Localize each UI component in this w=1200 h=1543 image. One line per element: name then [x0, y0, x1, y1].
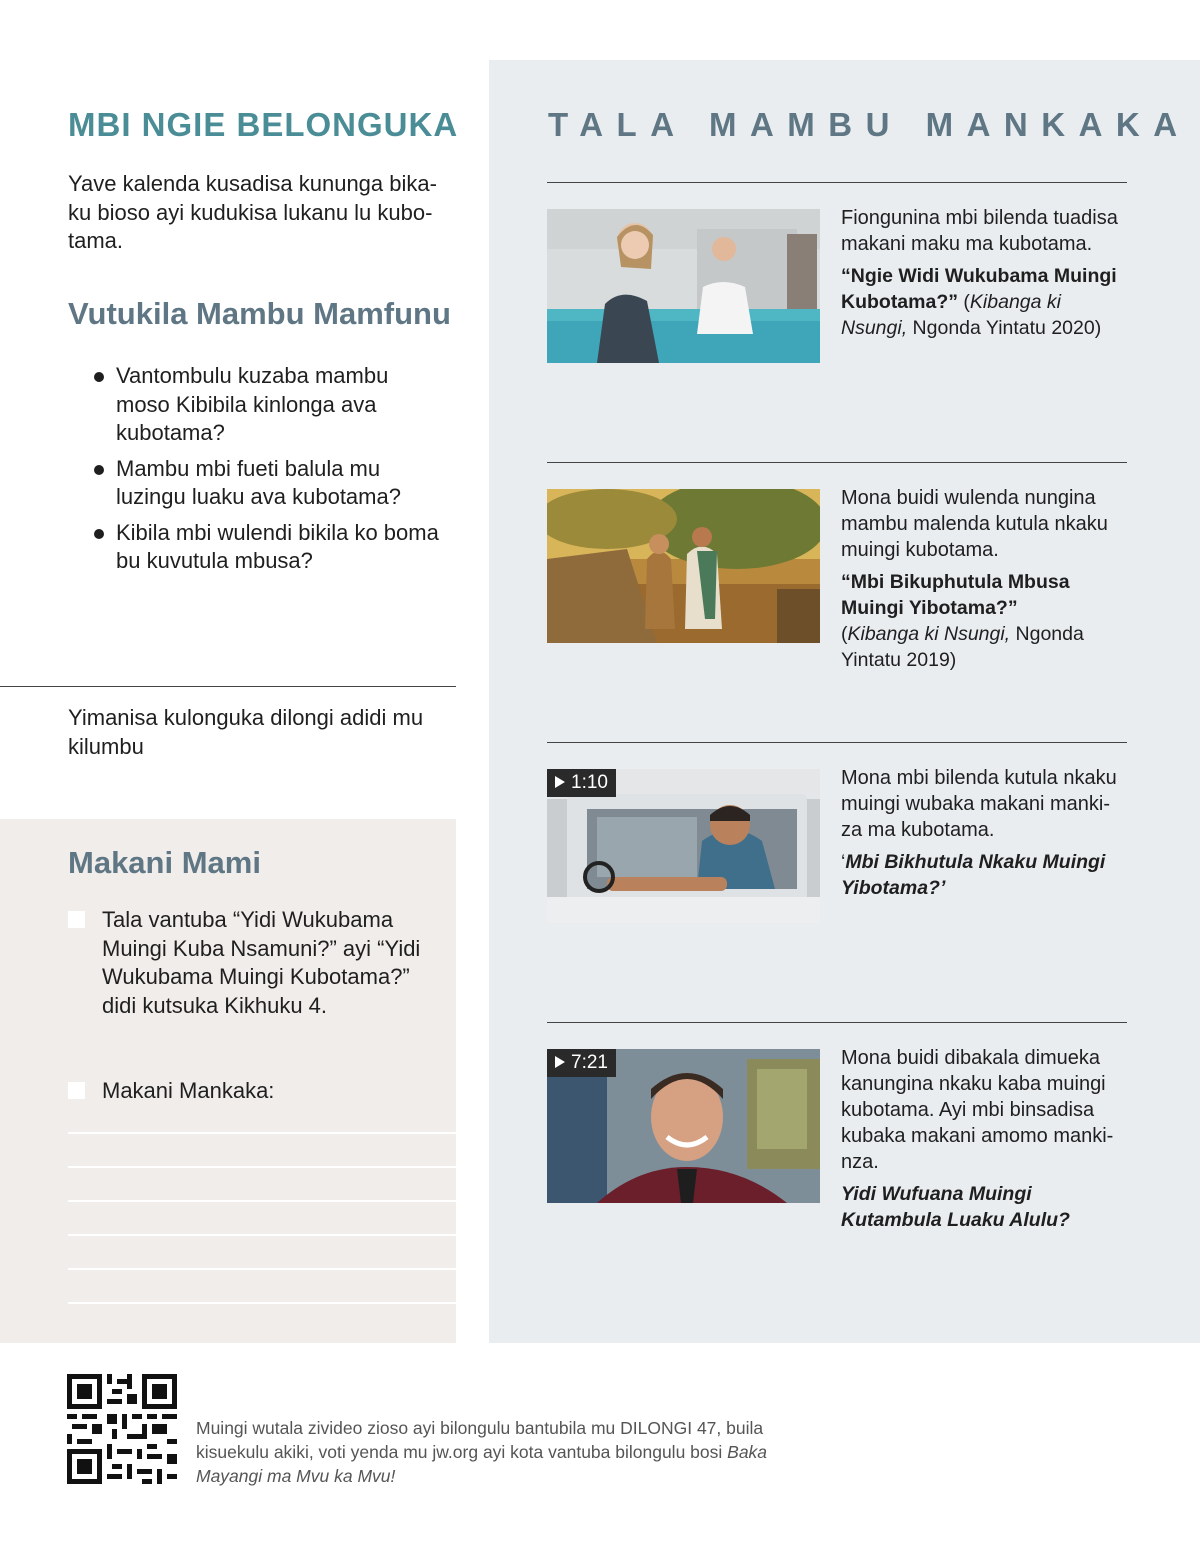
play-icon — [555, 776, 565, 788]
checkbox-icon[interactable] — [68, 1082, 85, 1099]
write-line[interactable] — [68, 1234, 456, 1236]
divider — [547, 1022, 1127, 1023]
resource-entry — [841, 765, 1131, 901]
reminder-text: Yimanisa kulonguka dilongi adidi mu kilumbu — [68, 705, 424, 759]
qr-code-icon[interactable] — [67, 1374, 177, 1484]
resource-entry — [841, 485, 1131, 673]
write-line[interactable] — [68, 1200, 456, 1202]
resource-description: Mona mbi bilenda kutula nkaku muingi wubaka makani manki-za ma kubotama. — [841, 767, 1117, 841]
review-heading: Vutukila Mambu Mamfunu — [68, 296, 451, 331]
video-duration-badge: 7:21 — [547, 1049, 616, 1077]
resource-link[interactable]: “Ngie Widi Wukubama Muingi Kubotama?” (Kibanga ki Nsungi, Ngonda Yintatu 2020) — [841, 265, 1117, 339]
divider — [547, 182, 1127, 183]
intro-text: Yave kalenda kusadisa kununga bika-ku bioso ayi kudukisa lukanu lu kubo-tama. — [68, 171, 437, 253]
write-line[interactable] — [68, 1268, 456, 1270]
write-line[interactable] — [68, 1166, 456, 1168]
resource-entry — [841, 1045, 1131, 1233]
resource-link[interactable]: ‘Mbi Bikhutula Nkaku Muingi Yibotama?’ — [841, 851, 1106, 899]
checkbox-icon[interactable] — [68, 911, 85, 928]
divider — [547, 742, 1127, 743]
resource-description: Mona buidi dibakala dimueka kanungina nkaku kaba muingi kubotama. Ayi mbi binsadisa kubaka makani amomo manki-nza. — [841, 1047, 1114, 1173]
play-icon — [555, 1056, 565, 1068]
resource-entry — [841, 205, 1131, 341]
bullet-icon — [94, 529, 104, 539]
review-question: Mambu mbi fueti balula mu luzingu luaku ava kubotama? — [92, 455, 442, 512]
page-title: MBI NGIE BELONGUKA — [68, 106, 459, 143]
review-questions-list — [92, 362, 442, 583]
video-duration-badge: 1:10 — [547, 769, 616, 797]
divider — [0, 686, 456, 687]
review-question: Vantombulu kuzaba mambu moso Kibibila kinlonga ava kubotama? — [92, 362, 442, 448]
divider — [547, 462, 1127, 463]
resource-link[interactable]: “Mbi Bikuphutula Mbusa Muingi Yibotama?” (Kibanga ki Nsungi, Ngonda Yintatu 2019) — [841, 571, 1084, 671]
resource-link[interactable]: Yidi Wufuana Muingi Kutambula Luaku Alulu? — [841, 1183, 1070, 1231]
baptism-pool-photo[interactable] — [547, 209, 820, 363]
resource-description: Mona buidi wulenda nungina mambu malenda kutula nkaku muingi kubotama. — [841, 487, 1108, 561]
jesus-walking-painting[interactable] — [547, 489, 820, 643]
review-question: Kibila mbi wulendi bikila ko boma bu kuvutula mbusa? — [92, 519, 442, 576]
bullet-icon — [94, 465, 104, 475]
goal-item-other[interactable]: Makani Mankaka: — [68, 1077, 428, 1106]
smiling-man-video[interactable] — [547, 1049, 820, 1203]
related-title: TALA MAMBU MANKAKA — [548, 106, 1191, 143]
goals-box — [0, 819, 456, 1343]
resource-description: Fiongunina mbi bilenda tuadisa makani maku ma kubotama. — [841, 207, 1118, 255]
write-line[interactable] — [68, 1302, 456, 1304]
write-line[interactable] — [68, 1132, 456, 1134]
goal-item[interactable]: Tala vantuba “Yidi Wukubama Muingi Kuba Nsamuni?” ayi “Yidi Wukubama Muingi Kubotama?” didi kutsuka Kikhuku 4. — [68, 906, 428, 1020]
man-driving-video[interactable] — [547, 769, 820, 923]
footer-note: Muingi wutala zivideo zioso ayi bilongulu bantubila mu DILONGI 47, buila kisuekulu akiki, voti yenda mu jw.org ayi kota vantuba bilongulu bosi Baka Mayangi ma Mvu ka Mvu! — [196, 1418, 768, 1486]
bullet-icon — [94, 372, 104, 382]
goals-heading: Makani Mami — [68, 845, 261, 880]
